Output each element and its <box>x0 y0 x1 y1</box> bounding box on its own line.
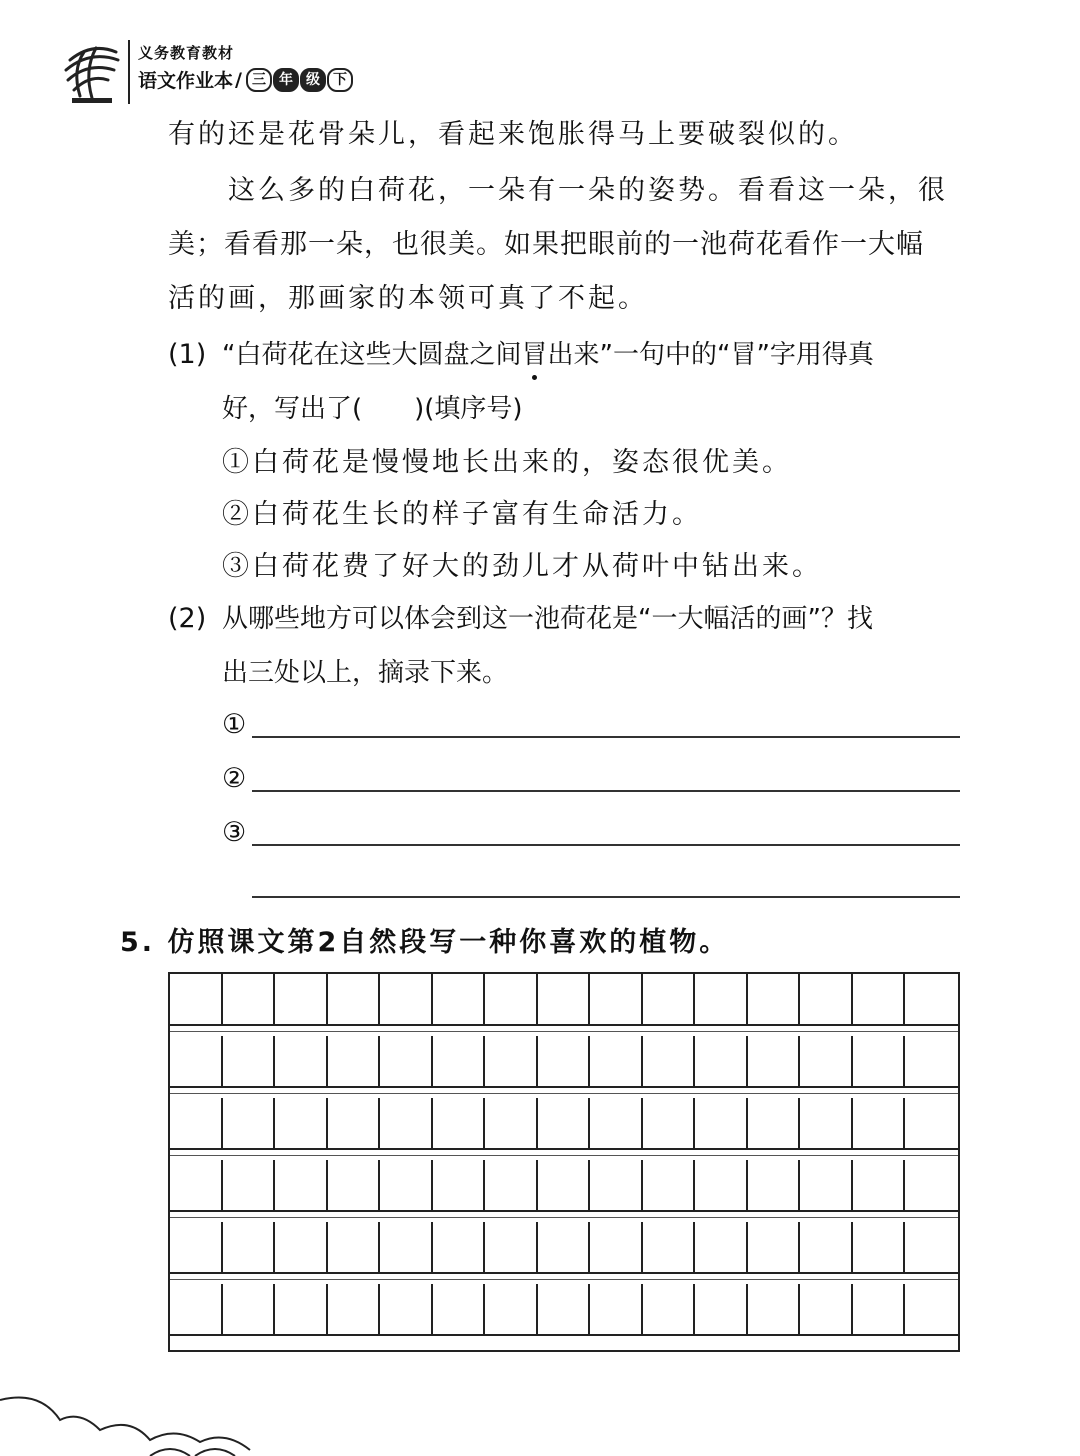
grid-cell[interactable] <box>590 1284 643 1334</box>
grid-cell[interactable] <box>433 1098 486 1148</box>
grid-cell[interactable] <box>538 1160 591 1210</box>
grid-cell[interactable] <box>748 1284 801 1334</box>
grid-cell[interactable] <box>328 974 381 1024</box>
question-2-number: (2) <box>168 603 207 634</box>
grid-cell[interactable] <box>695 1284 748 1334</box>
grid-cell[interactable] <box>643 1222 696 1272</box>
grid-cell[interactable] <box>590 1160 643 1210</box>
grade-char: 级 <box>300 68 326 92</box>
cloud-decoration <box>0 1380 270 1456</box>
passage-line: 美；看看那一朵，也很美。如果把眼前的一池荷花看作一大幅 <box>168 229 924 260</box>
grid-cell[interactable] <box>590 974 643 1024</box>
grid-cell[interactable] <box>223 1098 276 1148</box>
grid-cell[interactable] <box>170 1160 223 1210</box>
grid-cell[interactable] <box>380 1160 433 1210</box>
grid-cell[interactable] <box>275 1098 328 1148</box>
grid-cell[interactable] <box>538 974 591 1024</box>
grid-row <box>170 1222 958 1274</box>
row-gap-line <box>170 1031 958 1032</box>
grid-cell[interactable] <box>643 1036 696 1086</box>
emphasized-char: 冒 <box>521 340 548 370</box>
answer-line-3[interactable] <box>252 844 960 846</box>
question-1-number: (1) <box>168 339 207 370</box>
question-2-text: 从哪些地方可以体会到这一池荷花是“一大幅活的画”？找 <box>222 604 873 634</box>
grid-cell[interactable] <box>800 1036 853 1086</box>
grid-cell[interactable] <box>433 974 486 1024</box>
grid-cell[interactable] <box>485 1160 538 1210</box>
answer-line-2[interactable] <box>252 790 960 792</box>
grid-cell[interactable] <box>748 974 801 1024</box>
grid-cell[interactable] <box>748 1222 801 1272</box>
grid-cell[interactable] <box>275 1284 328 1334</box>
grid-cell[interactable] <box>748 1036 801 1086</box>
grid-cell[interactable] <box>380 1222 433 1272</box>
answer-marker: ① <box>222 709 247 740</box>
question-1-stem <box>222 338 874 372</box>
question-1-answer-prompt: 好，写出了( )(填序号) <box>222 394 523 424</box>
grid-cell[interactable] <box>485 974 538 1024</box>
grid-cell[interactable] <box>170 974 223 1024</box>
grid-cell[interactable] <box>538 1222 591 1272</box>
grid-cell[interactable] <box>853 1160 906 1210</box>
grid-cell[interactable] <box>590 1098 643 1148</box>
passage-line: 有的还是花骨朵儿，看起来饱胀得马上要破裂似的。 <box>168 119 858 150</box>
grid-cell[interactable] <box>853 1284 906 1334</box>
row-gap-line <box>170 1093 958 1094</box>
grid-cell[interactable] <box>328 1222 381 1272</box>
grid-cell[interactable] <box>800 1222 853 1272</box>
option-3: ③白荷花费了好大的劲儿才从荷叶中钻出来。 <box>222 551 822 582</box>
grid-cell[interactable] <box>223 1160 276 1210</box>
row-gap-line <box>170 1217 958 1218</box>
grid-cell[interactable] <box>328 1036 381 1086</box>
grid-cell[interactable] <box>695 1036 748 1086</box>
grid-cell[interactable] <box>433 1222 486 1272</box>
grid-cell[interactable] <box>800 1160 853 1210</box>
row-gap-line <box>170 1279 958 1280</box>
grid-cell[interactable] <box>170 1222 223 1272</box>
publisher-logo <box>62 40 122 106</box>
grid-cell[interactable] <box>380 1036 433 1086</box>
grid-row <box>170 1160 958 1212</box>
grid-cell[interactable] <box>170 1098 223 1148</box>
grid-cell[interactable] <box>643 1098 696 1148</box>
answer-marker: ② <box>222 763 247 794</box>
grid-cell[interactable] <box>170 1284 223 1334</box>
grid-cell[interactable] <box>538 1098 591 1148</box>
grade-badge <box>246 68 353 92</box>
book-title-text: 语文作业本 <box>138 70 234 92</box>
question-1-text: 出来”一句中的“冒”字用得真 <box>547 340 874 370</box>
question-1-text: “白荷花在这些大圆盘之间 <box>222 340 522 370</box>
grid-cell[interactable] <box>485 1222 538 1272</box>
answer-line-4[interactable] <box>252 896 960 898</box>
grid-cell[interactable] <box>380 1284 433 1334</box>
grid-row <box>170 974 958 1026</box>
grid-cell[interactable] <box>223 974 276 1024</box>
grid-cell[interactable] <box>380 1098 433 1148</box>
grid-cell[interactable] <box>170 1036 223 1086</box>
grade-char: 年 <box>273 68 299 92</box>
grid-cell[interactable] <box>380 974 433 1024</box>
answer-marker: ③ <box>222 817 247 848</box>
grade-char: 下 <box>327 68 353 92</box>
option-1: ①白荷花是慢慢地长出来的，姿态很优美。 <box>222 447 792 478</box>
grid-cell[interactable] <box>800 1284 853 1334</box>
grid-cell[interactable] <box>538 1284 591 1334</box>
grid-cell[interactable] <box>485 1098 538 1148</box>
grid-cell[interactable] <box>223 1222 276 1272</box>
grid-cell[interactable] <box>485 1284 538 1334</box>
grid-cell[interactable] <box>590 1222 643 1272</box>
grid-cell[interactable] <box>433 1036 486 1086</box>
series-label: 义务教育教材 <box>138 44 235 62</box>
grid-cell[interactable] <box>590 1036 643 1086</box>
grid-cell[interactable] <box>643 1160 696 1210</box>
grade-char: 三 <box>246 68 272 92</box>
answer-line-1[interactable] <box>252 736 960 738</box>
grid-row <box>170 1098 958 1150</box>
grid-cell[interactable] <box>800 1098 853 1148</box>
grid-cell[interactable] <box>853 974 906 1024</box>
grid-cell[interactable] <box>328 1098 381 1148</box>
grid-cell[interactable] <box>695 974 748 1024</box>
grid-cell[interactable] <box>695 1098 748 1148</box>
grid-cell[interactable] <box>223 1284 276 1334</box>
grid-cell[interactable] <box>328 1284 381 1334</box>
grid-cell[interactable] <box>328 1160 381 1210</box>
grid-cell[interactable] <box>223 1036 276 1086</box>
grid-cell[interactable] <box>275 974 328 1024</box>
header-divider <box>128 40 130 104</box>
grid-cell[interactable] <box>275 1036 328 1086</box>
grid-cell[interactable] <box>275 1160 328 1210</box>
question-2-text: 出三处以上，摘录下来。 <box>222 658 509 688</box>
grid-cell[interactable] <box>695 1222 748 1272</box>
grid-cell[interactable] <box>275 1222 328 1272</box>
grid-cell[interactable] <box>433 1284 486 1334</box>
row-gap-line <box>170 1155 958 1156</box>
grid-cell[interactable] <box>485 1036 538 1086</box>
passage-line: 这么多的白荷花，一朵有一朵的姿势。看看这一朵，很 <box>228 175 948 206</box>
book-title <box>138 66 353 93</box>
option-2: ②白荷花生长的样子富有生命活力。 <box>222 499 702 530</box>
grid-cell[interactable] <box>748 1160 801 1210</box>
grid-cell[interactable] <box>853 1098 906 1148</box>
grid-cell[interactable] <box>643 1284 696 1334</box>
grid-row <box>170 1284 958 1336</box>
title-separator: / <box>235 68 242 91</box>
grid-cell[interactable] <box>853 1036 906 1086</box>
grid-cell[interactable] <box>538 1036 591 1086</box>
grid-cell[interactable] <box>433 1160 486 1210</box>
grid-row <box>170 1036 958 1088</box>
grid-cell[interactable] <box>800 974 853 1024</box>
writing-grid[interactable] <box>168 972 960 1352</box>
grid-cell[interactable] <box>695 1160 748 1210</box>
grid-cell[interactable] <box>643 974 696 1024</box>
question-5-title: 5. 仿照课文第2自然段写一种你喜欢的植物。 <box>120 927 730 958</box>
passage-line: 活的画，那画家的本领可真了不起。 <box>168 283 648 314</box>
grid-cell[interactable] <box>748 1098 801 1148</box>
grid-cell[interactable] <box>853 1222 906 1272</box>
